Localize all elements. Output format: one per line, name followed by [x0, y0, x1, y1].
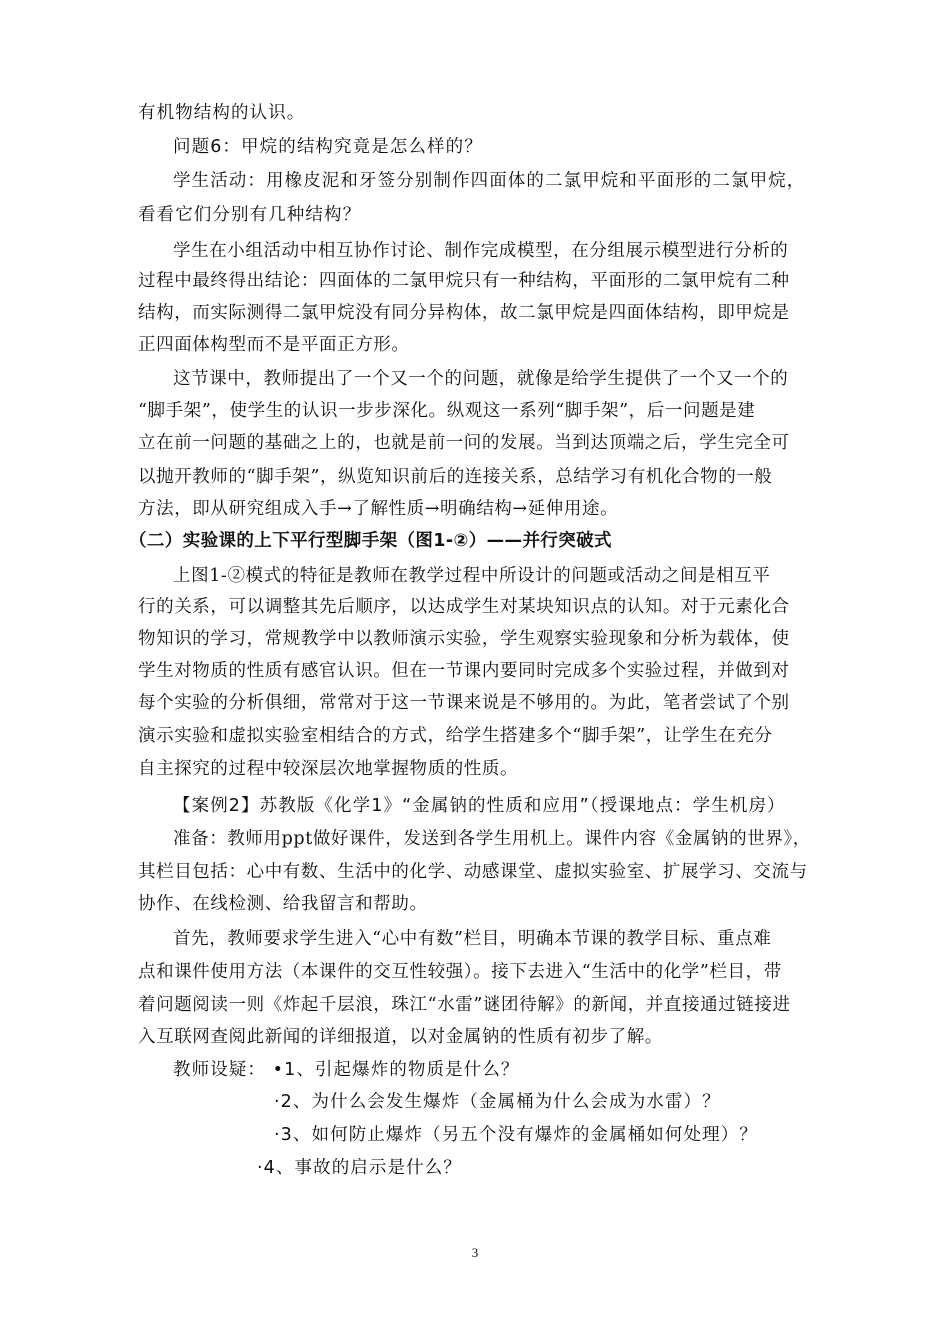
paragraph-line: 物知识的学习，常规教学中以教师演示实验，学生观察实验现象和分析为载体，使 — [138, 629, 790, 649]
page-number: 3 — [471, 1245, 479, 1260]
teacher-question-4: ·4、事故的启示是什么？ — [257, 1158, 462, 1178]
paragraph-line: 准备：教师用ppt做好课件，发送到各学生用机上。课件内容《金属钠的世界》， — [173, 829, 811, 849]
paragraph-line: 立在前一问题的基础之上的，也就是前一问的发展。当到达顶端之后，学生完全可 — [138, 433, 790, 453]
paragraph-line: 每个实验的分析俱细，常常对于这一节课来说是不够用的。为此，笔者尝试了个别 — [138, 693, 790, 713]
paragraph-line: 着问题阅读一则《炸起千层浪，珠江“水雷”谜团待解》的新闻，并直接通过链接进 — [138, 995, 791, 1015]
case-2-title: 【案例2】苏教版《化学1》“金属钠的性质和应用”（授课地点：学生机房） — [173, 796, 786, 816]
paragraph-line: 点和课件使用方法（本课件的交互性较强）。接下去进入“生活中的化学”栏目，带 — [138, 962, 782, 982]
teacher-question-1: 教师设疑： •1、引起爆炸的物质是什么？ — [173, 1060, 520, 1080]
question-6: 问题6：甲烷的结构究竟是怎么样的？ — [173, 137, 483, 157]
paragraph-line: 自主探究的过程中较深层次地掌握物质的性质。 — [138, 759, 519, 779]
paragraph-line: 学生在小组活动中相互协作讨论、制作完成模型，在分组展示模型进行分析的 — [173, 241, 789, 261]
paragraph-line: 有机物结构的认识。 — [138, 103, 306, 123]
paragraph-line: 入互联网查阅此新闻的详细报道，以对金属钠的性质有初步了解。 — [138, 1027, 663, 1047]
paragraph-line: 学生对物质的性质有感官认识。但在一节课内要同时完成多个实验过程，并做到对 — [138, 661, 790, 681]
paragraph-line: 演示实验和虚拟实验室相结合的方式，给学生搭建多个“脚手架”，让学生在充分 — [138, 726, 773, 746]
section-heading: （二）实验课的上下平行型脚手架（图1-②）——并行突破式 — [129, 531, 612, 551]
paragraph-line: 结构，而实际测得二氯甲烷没有同分异构体，故二氯甲烷是四面体结构，即甲烷是 — [138, 303, 790, 323]
student-activity: 学生活动：用橡皮泥和牙签分别制作四面体的二氯甲烷和平面形的二氯甲烷， — [173, 171, 806, 191]
paragraph-line: “脚手架”，使学生的认识一步步深化。纵观这一系列“脚手架”，后一问题是建 — [138, 401, 756, 421]
paragraph-line: 过程中最终得出结论：四面体的二氯甲烷只有一种结构，平面形的二氯甲烷有二种 — [138, 271, 790, 291]
paragraph-line: 其栏目包括：心中有数、生活中的化学、动感课堂、虚拟实验室、扩展学习、交流与 — [138, 862, 808, 882]
paragraph-line: 方法，即从研究组成入手→了解性质→明确结构→延伸用途。 — [138, 499, 619, 519]
teacher-question-3: ·3、如何防止爆炸（另五个没有爆炸的金属桶如何处理）？ — [274, 1125, 758, 1145]
paragraph-line: 协作、在线检测、给我留言和帮助。 — [138, 894, 428, 914]
paragraph-line: 上图1-②模式的特征是教师在教学过程中所设计的问题或活动之间是相互平 — [173, 566, 771, 586]
paragraph-line: 以抛开教师的“脚手架”，纵览知识前后的连接关系，总结学习有机化合物的一般 — [138, 467, 773, 487]
paragraph-line: 行的关系，可以调整其先后顺序，以达成学生对某块知识点的认知。对于元素化合 — [138, 597, 790, 617]
paragraph-line: 这节课中，教师提出了一个又一个的问题，就像是给学生提供了一个又一个的 — [173, 369, 789, 389]
paragraph-line: 正四面体构型而不是平面正方形。 — [138, 335, 410, 355]
paragraph-line: 首先，教师要求学生进入“心中有数”栏目，明确本节课的教学目标、重点难 — [173, 929, 772, 949]
paragraph-line: 看看它们分别有几种结构？ — [138, 205, 362, 225]
teacher-question-2: ·2、为什么会发生爆炸（金属桶为什么会成为水雷）？ — [274, 1092, 721, 1112]
